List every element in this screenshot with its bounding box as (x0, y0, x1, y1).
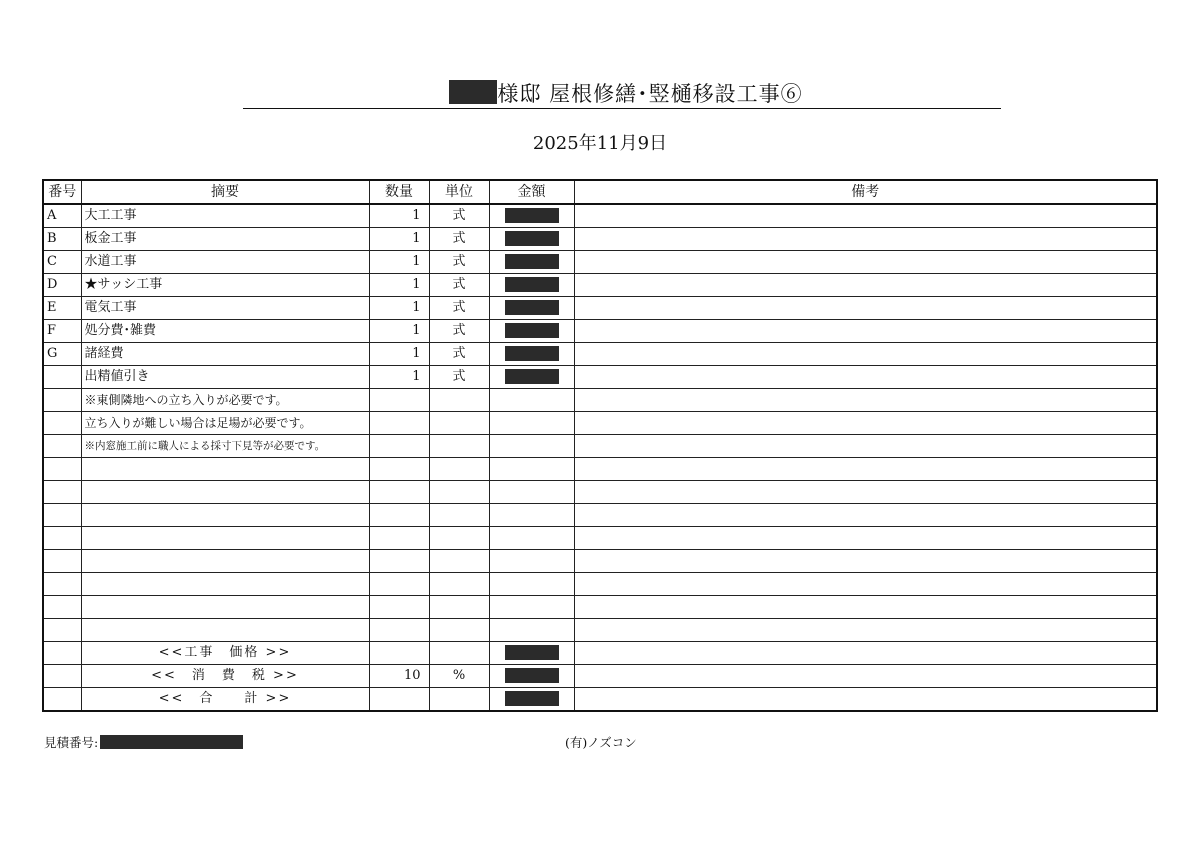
item-summary: 水道工事 (81, 251, 369, 274)
item-remarks (574, 297, 1157, 320)
item-remarks (574, 320, 1157, 343)
redacted-customer-name (449, 80, 497, 104)
item-summary: 諸経費 (81, 343, 369, 366)
item-remarks (574, 251, 1157, 274)
tax-quantity: 10 (369, 665, 429, 688)
item-amount (489, 274, 574, 297)
table-row (43, 343, 1157, 366)
estimate-number-label: 見積番号: (44, 735, 99, 750)
estimate-table-body (43, 204, 1157, 711)
redacted-amount (505, 645, 559, 660)
item-unit: 式 (429, 366, 489, 389)
item-amount (489, 320, 574, 343)
header-amount: 金額 (489, 180, 574, 204)
blank-row (43, 550, 1157, 573)
total-label: << 合 計 >> (81, 688, 369, 712)
item-remarks (574, 274, 1157, 297)
item-no (43, 366, 81, 389)
note-text: ※内窓施工前に職人による採寸下見等が必要です。 (81, 435, 369, 458)
redacted-amount (505, 346, 559, 361)
item-quantity: 1 (369, 228, 429, 251)
company-name: (有)ノズコン (565, 735, 637, 750)
estimate-number (44, 734, 243, 752)
redacted-amount (505, 323, 559, 338)
item-quantity: 1 (369, 204, 429, 228)
item-remarks (574, 366, 1157, 389)
item-amount (489, 251, 574, 274)
table-row (43, 251, 1157, 274)
item-quantity: 1 (369, 320, 429, 343)
item-unit: 式 (429, 343, 489, 366)
header-unit: 単位 (429, 180, 489, 204)
item-amount (489, 343, 574, 366)
header-no: 番号 (43, 180, 81, 204)
item-quantity: 1 (369, 274, 429, 297)
table-row (43, 297, 1157, 320)
item-summary: 大工工事 (81, 204, 369, 228)
table-row (43, 366, 1157, 389)
item-no: G (43, 343, 81, 366)
header-summary: 摘要 (81, 180, 369, 204)
item-quantity: 1 (369, 297, 429, 320)
item-unit: 式 (429, 297, 489, 320)
summary-row-total (43, 688, 1157, 712)
blank-row (43, 481, 1157, 504)
blank-row (43, 573, 1157, 596)
redacted-amount (505, 277, 559, 292)
header-quantity: 数量 (369, 180, 429, 204)
header-remarks: 備考 (574, 180, 1157, 204)
item-summary: 板金工事 (81, 228, 369, 251)
blank-row (43, 596, 1157, 619)
item-unit: 式 (429, 204, 489, 228)
note-row (43, 389, 1157, 412)
estimate-table (42, 179, 1158, 712)
item-remarks (574, 343, 1157, 366)
redacted-amount (505, 231, 559, 246)
item-amount (489, 366, 574, 389)
blank-row (43, 458, 1157, 481)
tax-label: << 消 費 税 >> (81, 665, 369, 688)
item-no: C (43, 251, 81, 274)
item-summary: 出精値引き (81, 366, 369, 389)
table-row (43, 274, 1157, 297)
note-text: ※東側隣地への立ち入りが必要です。 (81, 389, 369, 412)
blank-row (43, 619, 1157, 642)
blank-row (43, 504, 1157, 527)
item-unit: 式 (429, 228, 489, 251)
summary-row-construction-price (43, 642, 1157, 665)
item-no: F (43, 320, 81, 343)
note-row (43, 435, 1157, 458)
item-no: B (43, 228, 81, 251)
item-no: A (43, 204, 81, 228)
redacted-amount (505, 691, 559, 706)
item-amount (489, 204, 574, 228)
table-header-row (43, 180, 1157, 204)
item-remarks (574, 204, 1157, 228)
item-remarks (574, 228, 1157, 251)
note-text: 立ち入りが難しい場合は足場が必要です。 (81, 412, 369, 435)
note-row (43, 412, 1157, 435)
item-amount (489, 228, 574, 251)
item-summary: 電気工事 (81, 297, 369, 320)
redacted-amount (505, 254, 559, 269)
table-row (43, 228, 1157, 251)
redacted-amount (505, 300, 559, 315)
item-no: E (43, 297, 81, 320)
item-unit: 式 (429, 320, 489, 343)
summary-row-tax (43, 665, 1157, 688)
item-quantity: 1 (369, 343, 429, 366)
table-row (43, 320, 1157, 343)
blank-row (43, 527, 1157, 550)
item-amount (489, 297, 574, 320)
tax-unit: % (429, 665, 489, 688)
redacted-estimate-number (100, 735, 243, 749)
item-quantity: 1 (369, 251, 429, 274)
document-date: 2025年11月9日 (532, 133, 668, 154)
item-unit: 式 (429, 274, 489, 297)
redacted-amount (505, 668, 559, 683)
document-title-line (243, 80, 1001, 109)
document-title (449, 80, 802, 108)
item-summary: 処分費･雑費 (81, 320, 369, 343)
item-quantity: 1 (369, 366, 429, 389)
redacted-amount (505, 208, 559, 223)
item-no: D (43, 274, 81, 297)
redacted-amount (505, 369, 559, 384)
construction-price-label: <<工事 価格 >> (81, 642, 369, 665)
item-unit: 式 (429, 251, 489, 274)
table-row (43, 204, 1157, 228)
item-summary: ★サッシ工事 (81, 274, 369, 297)
document-title-text: 様邸 屋根修繕･竪樋移設工事⑥ (497, 82, 803, 106)
